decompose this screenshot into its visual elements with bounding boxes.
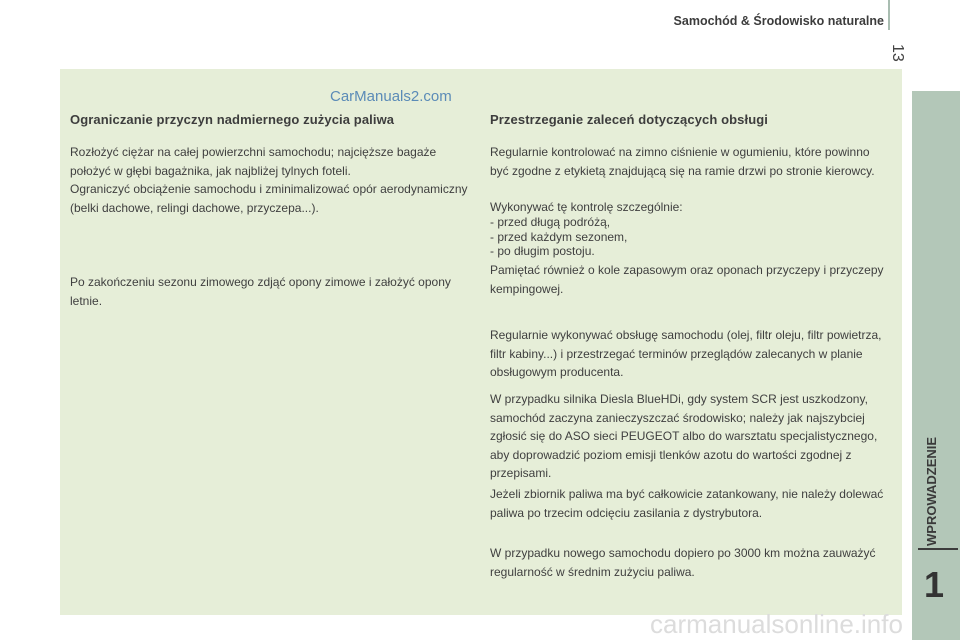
- footer-watermark: carmanualsonline.info: [650, 609, 903, 639]
- watermark: CarManuals2.com: [330, 88, 452, 105]
- right-paragraph-4: Regularnie wykonywać obsługę samochodu (olej, filtr oleju, filtr powietrza, filtr kabiny...) i przestrzegać terminów przeglądów zalecanych w planie obsługowym producenta.: [490, 328, 882, 379]
- left-paragraph-2: Ograniczyć obciążenie samochodu i zminimalizować opór aerodynamiczny (belki dachowe, relingi dachowe, przyczepa...).: [70, 182, 468, 215]
- list-item: - przed długą podróżą,: [490, 215, 611, 229]
- chapter-label: WPROWADZENIE: [924, 436, 939, 546]
- right-paragraph-5: W przypadku silnika Diesla BlueHDi, gdy system SCR jest uszkodzony, samochód zaczyna zanieczyszczać środowisko; należy jak najszybciej zgłosić się do ASO sieci PEUGEOT albo do warsztatu specjalistycznego, aby doprowadzić poziom emisji tlenków azotu do wartości zgodnej z przepisami.: [490, 392, 878, 480]
- left-section-heading: Ograniczanie przyczyn nadmiernego zużycia paliwa: [70, 112, 395, 127]
- list-item: - po długim postoju.: [490, 244, 595, 258]
- list-item: - przed każdym sezonem,: [490, 229, 628, 244]
- running-header: Samochód & Środowisko naturalne: [673, 14, 884, 28]
- right-paragraph-3: Pamiętać również o kole zapasowym oraz oponach przyczepy i przyczepy kempingowej.: [490, 263, 884, 296]
- left-paragraph-1: Rozłożyć ciężar na całej powierzchni samochodu; najcięższe bagaże położyć w głębi bagażnika, jak najbliżej tylnych foteli.: [70, 145, 437, 178]
- check-list: [490, 215, 890, 259]
- chapter-divider: [918, 548, 958, 550]
- page-number: 13: [889, 44, 906, 62]
- right-paragraph-7: W przypadku nowego samochodu dopiero po 3000 km można zauważyć regularność w średnim zużyciu paliwa.: [490, 546, 876, 579]
- right-paragraph-2: Wykonywać tę kontrolę szczególnie:: [490, 200, 683, 214]
- left-paragraph-3: Po zakończeniu sezonu zimowego zdjąć opony zimowe i założyć opony letnie.: [70, 275, 451, 308]
- right-section-heading: Przestrzeganie zaleceń dotyczących obsługi: [490, 112, 769, 127]
- right-paragraph-6: Jeżeli zbiornik paliwa ma być całkowicie zatankowany, nie należy dolewać paliwa po trzecim odcięciu zasilania z dystrybutora.: [490, 487, 884, 520]
- chapter-number: 1: [924, 564, 945, 605]
- header-divider: [888, 0, 890, 30]
- right-paragraph-1: Regularnie kontrolować na zimno ciśnienie w ogumieniu, które powinno być zgodne z etykietą znajdującą się na ramie drzwi po stronie kierowcy.: [490, 145, 875, 178]
- chapter-sidebar: [912, 91, 960, 640]
